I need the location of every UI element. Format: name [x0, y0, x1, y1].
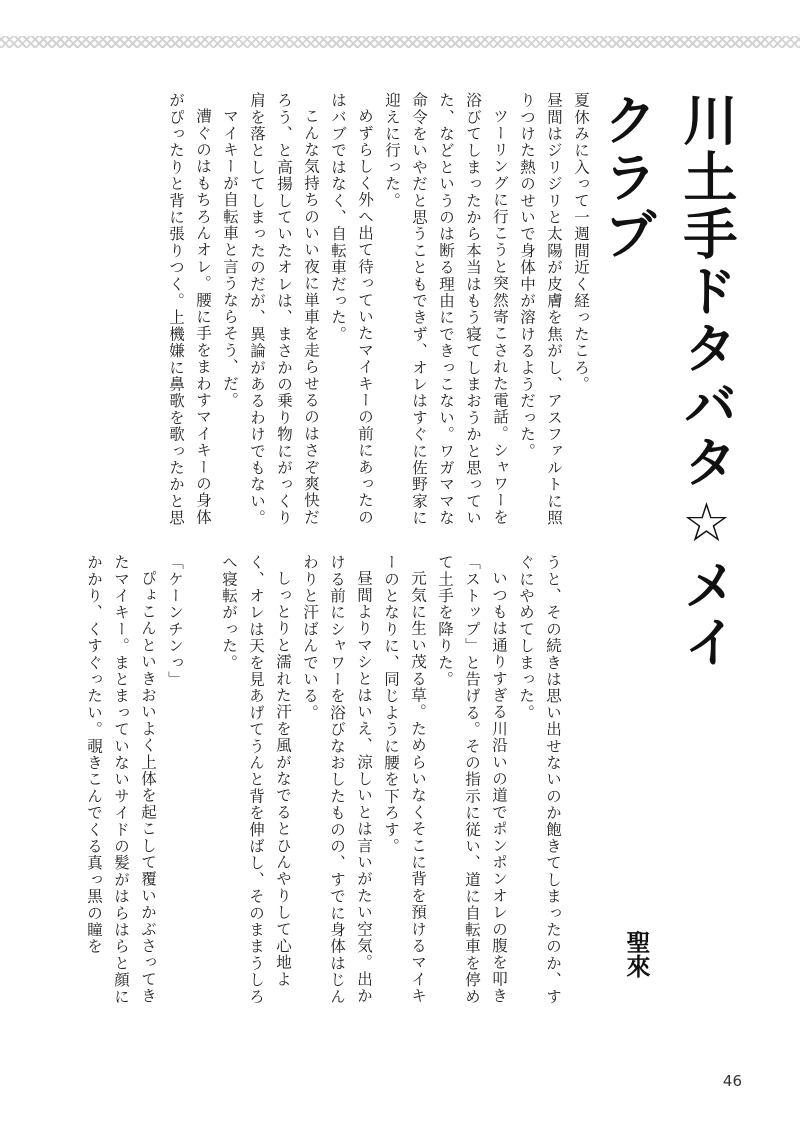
paragraph: 昼間はジリジリと太陽が皮膚を焦がし、アスファルトに照りつけた熱のせいで身体中が溶けるようだった。	[518, 92, 563, 527]
author-name: 聖來	[622, 930, 650, 978]
paragraph: めずらしく外へ出て待っていたマイキーの前にあったのはバブではなく、自転車だった。	[329, 92, 374, 525]
paragraph: 昼間よりマシとはいえ、涼しいとは言いがたい空気。出かける前にシャワーを浴びなおしたものの、すでに身体はじんわりと汗ばんでいる。	[301, 554, 373, 1005]
paragraph: いつもは通りすぎる川沿いの道でポンポンオレの腹を叩き「ストップ」と告げる。その指示に従い、道に自転車を停めて土手を降りた。	[436, 554, 508, 1005]
paragraph: 漕ぐのはもちろんオレ。腰に手をまわすマイキーの身体がぴったりと背に張りつく。上機嫌に鼻歌を歌ったかと思	[167, 92, 212, 527]
paragraph: しっとりと濡れた汗を風がなでるとひんやりして心地よく、オレは天を見あげてうんと背を伸ばし、そのままうしろへ寝転がった。	[220, 554, 292, 1005]
paragraph: ぴょこんといきおいよく上体を起こして覆いかぶさってきたマイキー。まとまっていないサイドの髪がはらはらと顔にかかり、くすぐったい。覗きこんでくる真っ黒の瞳を	[85, 554, 157, 1005]
text-block-top	[94, 92, 594, 534]
decorative-top-border	[0, 36, 800, 48]
dialogue-line: 「ケーンチンっ」	[166, 554, 184, 688]
story-title: 川土手ドタバタ☆メイクラブ	[595, 92, 738, 671]
paragraph: マイキーが自転車と言うならそう、だ。	[221, 107, 239, 409]
paragraph: 元気に生い茂る草。ためらいなくそこに背を預けるマイキーのとなりに、同じように腰を下ろす。	[382, 554, 427, 1004]
page-number: 46	[722, 1072, 742, 1090]
paragraph: こんな気持ちのいい夜に単車を走らせるのはさぞ爽快だろう、と高揚していたオレは、まさかの乗り物にがっくり肩を落としてしまったのだが、異論があるわけでもない。	[248, 92, 320, 527]
paragraph: ツーリングに行こうと突然寄こされた電話。シャワーを浴びてしまったから本当はもう寝てしまおうかと思っていた、などというのは断る理由にできっこない。ワガママな命令をいやだと思うこともできず、オレはすぐに佐野家に迎えに行った。	[383, 92, 509, 527]
blank-line	[188, 554, 215, 1006]
text-block-bottom	[85, 554, 566, 1006]
paragraph: 夏休みに入って一週間近く経ったころ。	[572, 92, 590, 393]
paragraph: うと、その続きは思い出せないのか飽きてしまったのか、すぐにやめてしまった。	[517, 554, 562, 1005]
